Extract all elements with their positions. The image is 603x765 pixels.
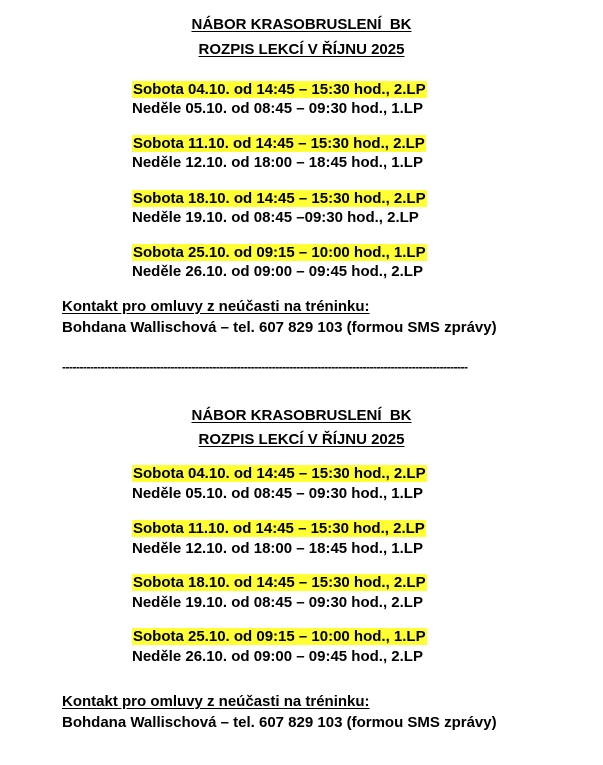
session-text: Neděle 05.10. od 08:45 – 09:30 hod., 1.LP <box>132 100 423 117</box>
contact-heading: Kontakt pro omluvy z neúčasti na tréninku: <box>62 298 370 315</box>
session-text: Sobota 04.10. od 14:45 – 15:30 hod., 2.LP <box>133 81 426 98</box>
session-text: Neděle 12.10. od 18:00 – 18:45 hod., 1.LP <box>132 154 423 171</box>
session-text: Neděle 12.10. od 18:00 – 18:45 hod., 1.LP <box>132 540 423 557</box>
cut-divider: -------------------------------------------------------------------------------------------------------------------- <box>62 360 468 374</box>
session-line <box>132 263 423 281</box>
session-text: Sobota 25.10. od 09:15 – 10:00 hod., 1.LP <box>133 244 426 261</box>
session-text: Neděle 19.10. od 08:45 – 09:30 hod., 2.LP <box>132 594 423 611</box>
session-line <box>132 190 427 208</box>
session-line <box>132 485 423 503</box>
notice-title-line2: ROZPIS LEKCÍ V ŘÍJNU 2025 <box>198 41 405 58</box>
session-text: Neděle 26.10. od 09:00 – 09:45 hod., 2.LP <box>132 263 423 280</box>
session-line <box>132 574 427 592</box>
session-text: Neděle 26.10. od 09:00 – 09:45 hod., 2.LP <box>132 648 423 665</box>
session-text: Neděle 05.10. od 08:45 – 09:30 hod., 1.LP <box>132 485 423 502</box>
session-text: Sobota 04.10. od 14:45 – 15:30 hod., 2.LP <box>133 465 426 482</box>
session-line <box>132 81 427 99</box>
session-line <box>132 100 423 118</box>
session-text: Neděle 19.10. od 08:45 –09:30 hod., 2.LP <box>132 209 419 226</box>
session-text: Sobota 11.10. od 14:45 – 15:30 hod., 2.LP <box>133 520 425 537</box>
session-line <box>132 520 426 538</box>
notice-title-line2: ROZPIS LEKCÍ V ŘÍJNU 2025 <box>198 431 405 448</box>
contact-text: Bohdana Wallischová – tel. 607 829 103 (formou SMS zprávy) <box>62 714 497 731</box>
session-line <box>132 244 427 262</box>
session-line <box>132 540 423 558</box>
session-text: Sobota 18.10. od 14:45 – 15:30 hod., 2.LP <box>133 190 426 207</box>
session-line <box>132 135 426 153</box>
session-line <box>132 594 423 612</box>
session-line <box>132 154 423 172</box>
session-line <box>132 628 427 646</box>
contact-text: Bohdana Wallischová – tel. 607 829 103 (formou SMS zprávy) <box>62 319 497 336</box>
session-line <box>132 465 427 483</box>
session-text: Sobota 11.10. od 14:45 – 15:30 hod., 2.LP <box>133 135 425 152</box>
contact-heading: Kontakt pro omluvy z neúčasti na tréninku: <box>62 693 370 710</box>
notice-title-line1: NÁBOR KRASOBRUSLENÍ BK <box>191 16 412 33</box>
session-text: Sobota 25.10. od 09:15 – 10:00 hod., 1.LP <box>133 628 426 645</box>
session-text: Sobota 18.10. od 14:45 – 15:30 hod., 2.LP <box>133 574 426 591</box>
session-line <box>132 209 419 227</box>
notice-title-line1: NÁBOR KRASOBRUSLENÍ BK <box>191 407 412 424</box>
session-line <box>132 648 423 666</box>
